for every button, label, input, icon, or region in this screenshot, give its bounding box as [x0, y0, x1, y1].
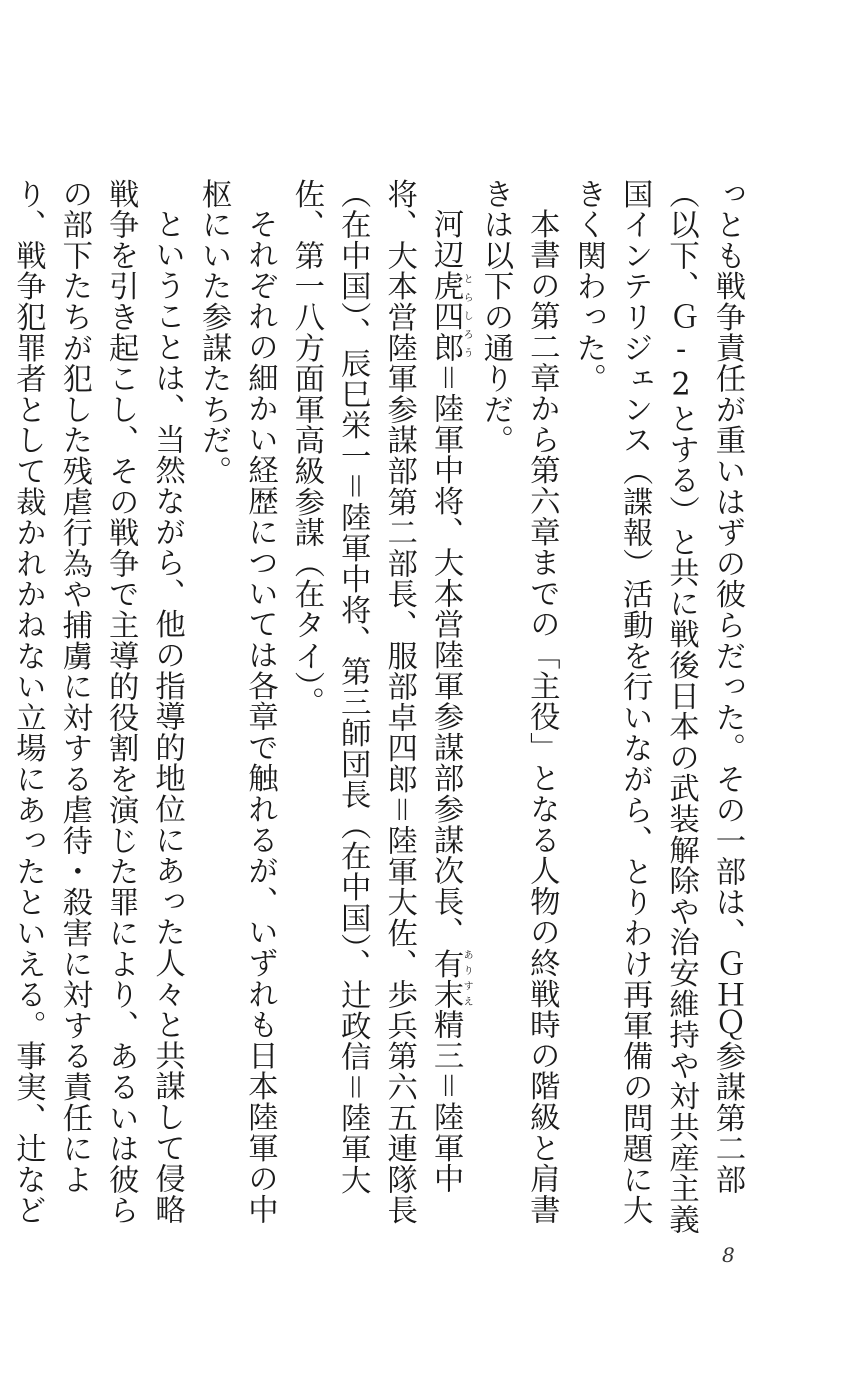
ruby-base: 有末 [428, 947, 464, 1010]
ruby-reading: ありすえ [461, 947, 473, 1010]
name-with-furigana [428, 947, 473, 1010]
paragraph-text: それぞれの細かい経歴については各章で触れるが、いずれも日本陸軍の中枢にいた参謀たちだ。 [196, 178, 278, 1225]
paragraph-text: ということは、当然ながら、他の指導的地位にあった人々と共謀して侵略戦争を引き起こし、その戦争で主導的役割を演じた罪により、あるいは彼らの部下たちが犯した残虐行為や捕虜に対する虐待・殺害に対する責任により、戦争犯罪者として裁かれかねない立場にあったといえる。事実、辻など [10, 178, 185, 1226]
paragraph-text: ＝陸軍中将、大本営陸軍参謀部参謀次長、 [428, 362, 464, 948]
paragraph [190, 178, 283, 1238]
paragraph-text: 河辺 [428, 208, 464, 270]
paragraph [472, 178, 565, 1238]
paragraph-text: 精三＝陸軍中将、大本営陸軍参謀部第二部長、服部卓四郎＝陸軍大佐、歩兵第六五連隊長（在中国）、辰巳栄一＝陸軍中将、第三師団長（在中国）、辻政信＝陸軍大佐、第一八方面軍高級参謀（在タイ）。 [288, 178, 464, 1226]
page-number: 8 [722, 1243, 735, 1267]
ruby-base: 虎四郎 [428, 270, 464, 363]
paragraph [282, 178, 471, 1238]
ruby-reading: とらしろう [461, 270, 473, 363]
vertical-text-body [10, 178, 750, 1238]
paragraph [564, 178, 750, 1238]
paragraph-text: っとも戦争責任が重いはずの彼らだった。その一部は、ＧＨＱ参謀第二部（以下、Ｇ‐2とする）と共に戦後日本の武装解除や治安維持や対共産主義国インテリジェンス（諜報）活動を行いながら、とりわけ再軍備の問題に大きく関わった。 [570, 178, 745, 1235]
paragraph [0, 178, 190, 1238]
name-with-furigana [428, 270, 473, 363]
paragraph-text: 本書の第二章から第六章までの「主役」となる人物の終戦時の階級と肩書きは以下の通りだ。 [477, 178, 560, 1225]
